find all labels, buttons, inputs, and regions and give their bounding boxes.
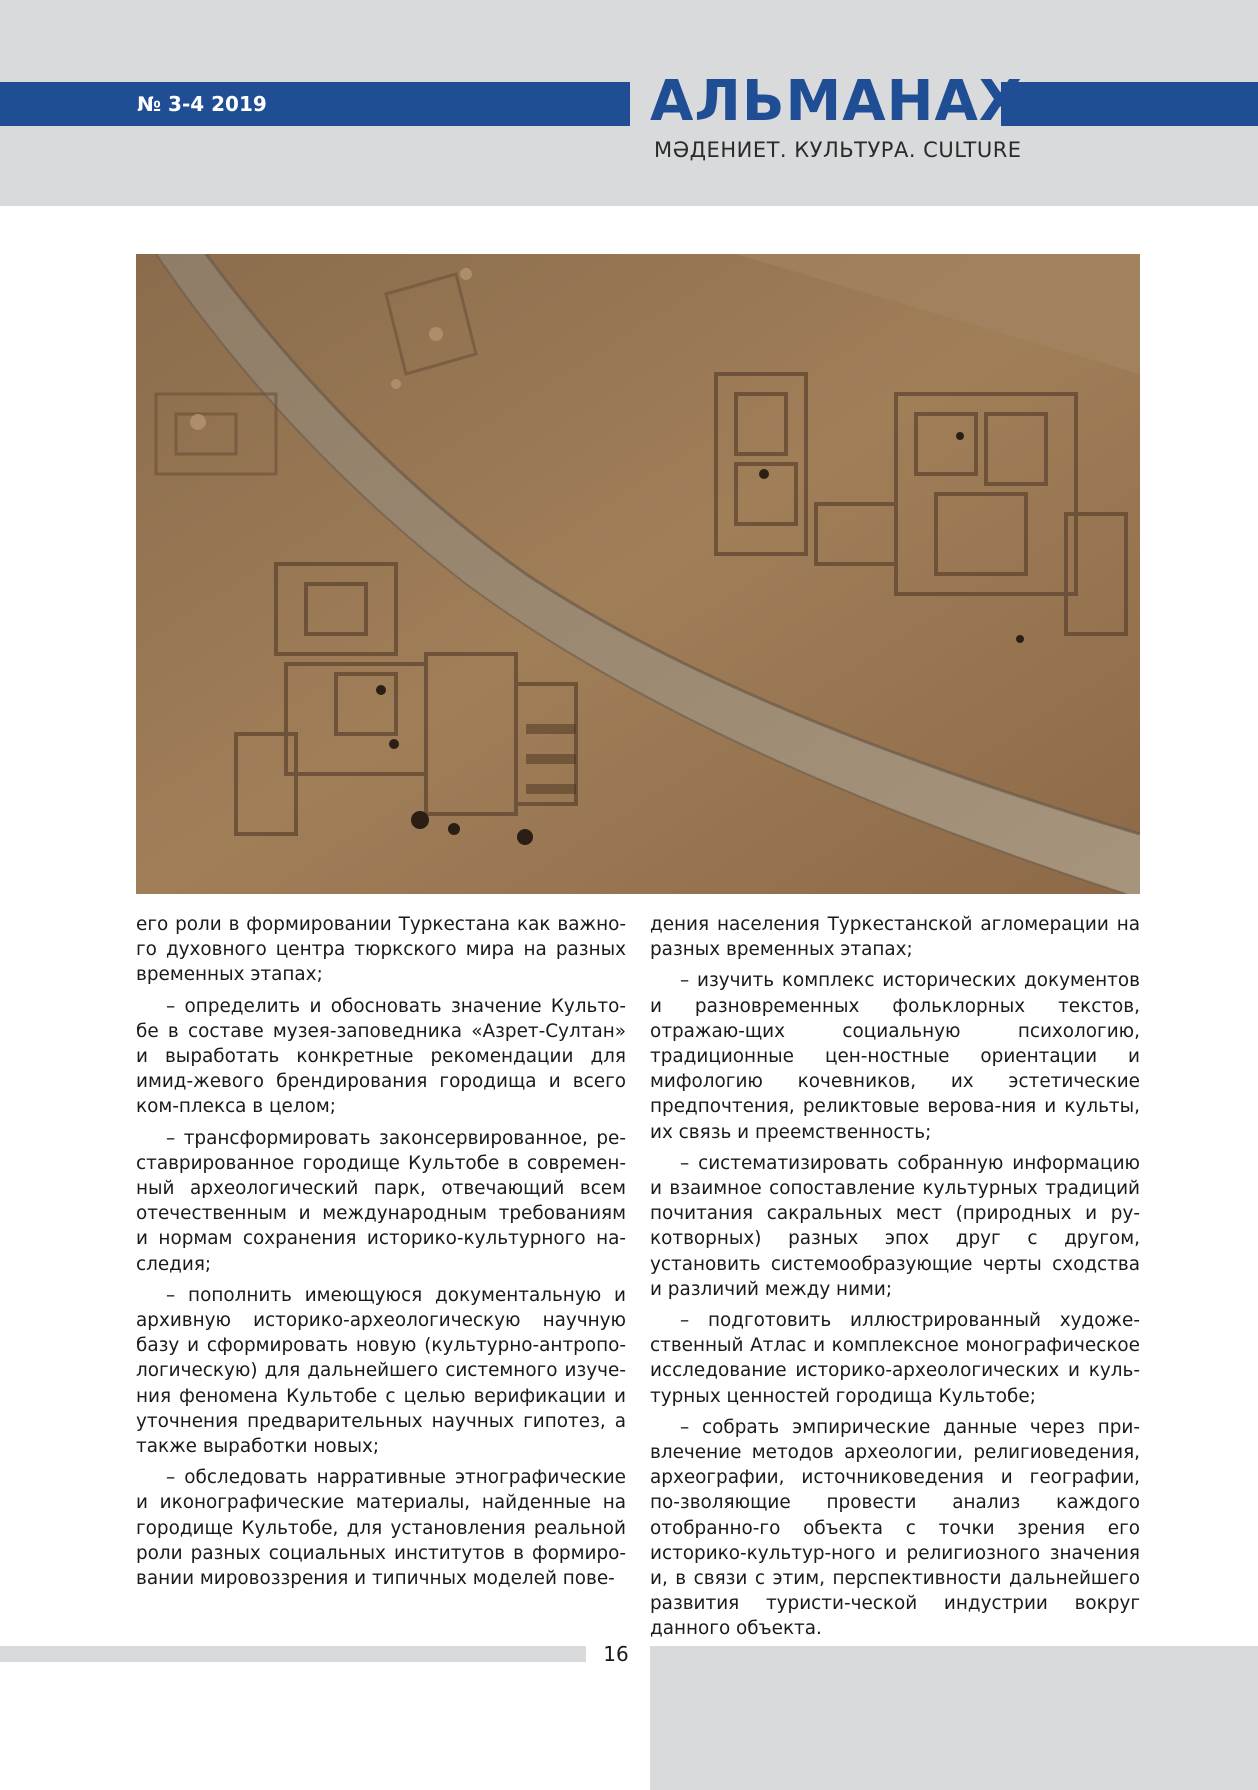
text-column-left — [136, 912, 626, 1597]
paragraph: – подготовить иллюстрированный художе-ственный Атлас и комплексное монографическое исследование историко-археологических и куль-турных ценностей городища Культобе; — [650, 1310, 1140, 1407]
paragraph: – систематизировать собранную информацию и взаимное сопоставление культурных традиций почитания сакральных мест (природных и ру-котворных) разных эпох друг с другом, установить системообразующие черты сходства и различий между ними; — [650, 1152, 1140, 1300]
footer-band-right — [650, 1646, 1258, 1790]
header-band-left — [0, 82, 630, 126]
paragraph: его роли в формировании Туркестана как важно-го духовного центра тюркского мира на разных временных этапах; — [136, 914, 626, 986]
text-column-right — [650, 912, 1140, 1648]
paragraph: – изучить комплекс исторических документов и разновременных фольклорных текстов, отражаю-щих социальную психологию, традиционные цен-ностные ориентации и мифологию кочевников, их эстетические предпочтения, реликтовые верова-ния и культы, их связь и преемственность; — [650, 970, 1140, 1143]
journal-subtitle: МӘДЕНИЕТ. КУЛЬТУРА. CULTURE — [654, 138, 1022, 162]
journal-title: АЛЬМАНАХ — [650, 69, 1023, 134]
page-number: 16 — [603, 1642, 629, 1666]
paragraph: – пополнить имеющуюся документальную и архивную историко-археологическую научную базу и сформировать новую (культурно-антропо-логическую) для дальнейшего системного изуче-ния феномена Культобе с целью верификации и уточнения предварительных научных гипотез, а также выработки новых; — [136, 1284, 626, 1458]
paragraph: дения населения Туркестанской агломерации на разных временных этапах; — [650, 914, 1140, 961]
aerial-excavation-photo — [136, 254, 1140, 894]
paragraph: – трансформировать законсервированное, ре-ставрированное городище Культобе в современ-ный археологический парк, отвечающий всем отечественным и международным требованиям и нормам сохранения историко-культурного на-следия; — [136, 1127, 626, 1275]
paragraph: – собрать эмпирические данные через при-влечение методов археологии, религиоведения, археографии, источниковедения и географии, по-зволяющие провести анализ каждого отобранно-го объекта с точки зрения его историко-культур-ного и религиозного значения и, в связи с этим, перспективности дальнейшего развития туристи-ческой индустрии вокруг данного объекта. — [650, 1416, 1140, 1640]
paragraph: – определить и обосновать значение Культо-бе в составе музея-заповедника «Азрет-Султан» и выработать конкретные рекомендации для имид-жевого брендирования городища и всего ком-плекса в целом; — [136, 995, 626, 1118]
header-band-right — [1001, 82, 1258, 126]
issue-number: № 3-4 2019 — [137, 92, 267, 116]
footer-band-left — [0, 1646, 586, 1662]
paragraph: – обследовать нарративные этнографические и иконографические материалы, найденные на городище Культобе, для установления реальной роли разных социальных институтов в формиро-вании мировоззрения и типичных моделей пове- — [136, 1467, 626, 1590]
